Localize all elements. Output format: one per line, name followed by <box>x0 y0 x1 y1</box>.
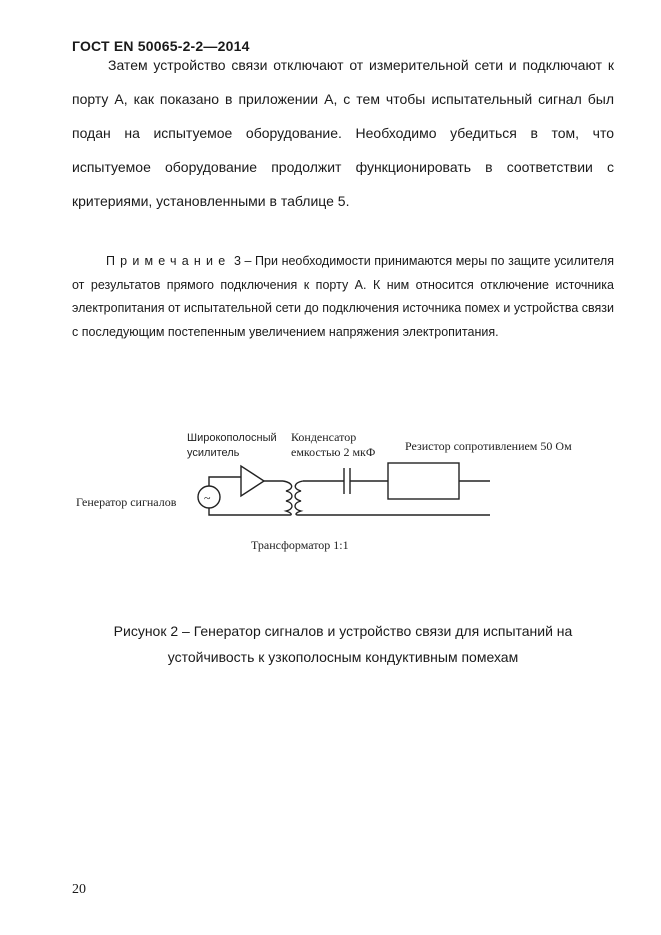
amplifier-symbol <box>241 466 264 496</box>
transformer-secondary-coil <box>295 481 303 515</box>
figure-caption-line2: устойчивость к узкополосным кондуктивным помехам <box>167 649 519 665</box>
figure-caption-line1: Рисунок 2 – Генератор сигналов и устройство связи для испытаний на <box>113 623 573 639</box>
circuit-diagram <box>0 420 661 560</box>
generator-label: Генератор сигналов <box>76 495 177 509</box>
resistor-symbol <box>388 463 459 499</box>
generator-tilde: ~ <box>204 491 211 505</box>
page-number: 20 <box>72 882 86 897</box>
resistor-label: Резистор сопротивлением 50 Ом <box>405 439 572 453</box>
note-lead: Примечание <box>106 254 231 268</box>
capacitor-label-line2: емкостью 2 мкФ <box>291 445 376 459</box>
figure-caption <box>72 618 614 670</box>
standard-header: ГОСТ EN 50065-2-2—2014 <box>72 38 250 54</box>
amplifier-label-line2: усилитель <box>187 447 240 459</box>
body-paragraph: Затем устройство связи отключают от измерительной сети и подключают к порту А, как показано в приложении А, с тем чтобы испытательный сигнал был подан на испытуемое оборудование. Необходимо убедиться в том, что испытуемое оборудование продолжит функционировать в соответствии с критериями, установленными в таблице 5. <box>72 57 614 209</box>
capacitor-label-line1: Конденсатор <box>291 430 357 444</box>
amplifier-label-line1: Широкополосный <box>187 432 277 444</box>
wire-gen-to-amp <box>209 477 241 486</box>
wire-gen-to-transformer <box>209 508 290 515</box>
note-paragraph <box>72 250 614 344</box>
transformer-label: Трансформатор 1:1 <box>251 538 349 552</box>
transformer-primary-coil <box>283 481 292 515</box>
note-text: 3 – При необходимости принимаются меры по защите усилителя от результатов прямого подключения к порту А. К ним относится отключение источника электропитания от испытательной сети до подключения источника помех и устройства связи с последующим постепенным увеличением напряжения электропитания. <box>72 254 614 339</box>
